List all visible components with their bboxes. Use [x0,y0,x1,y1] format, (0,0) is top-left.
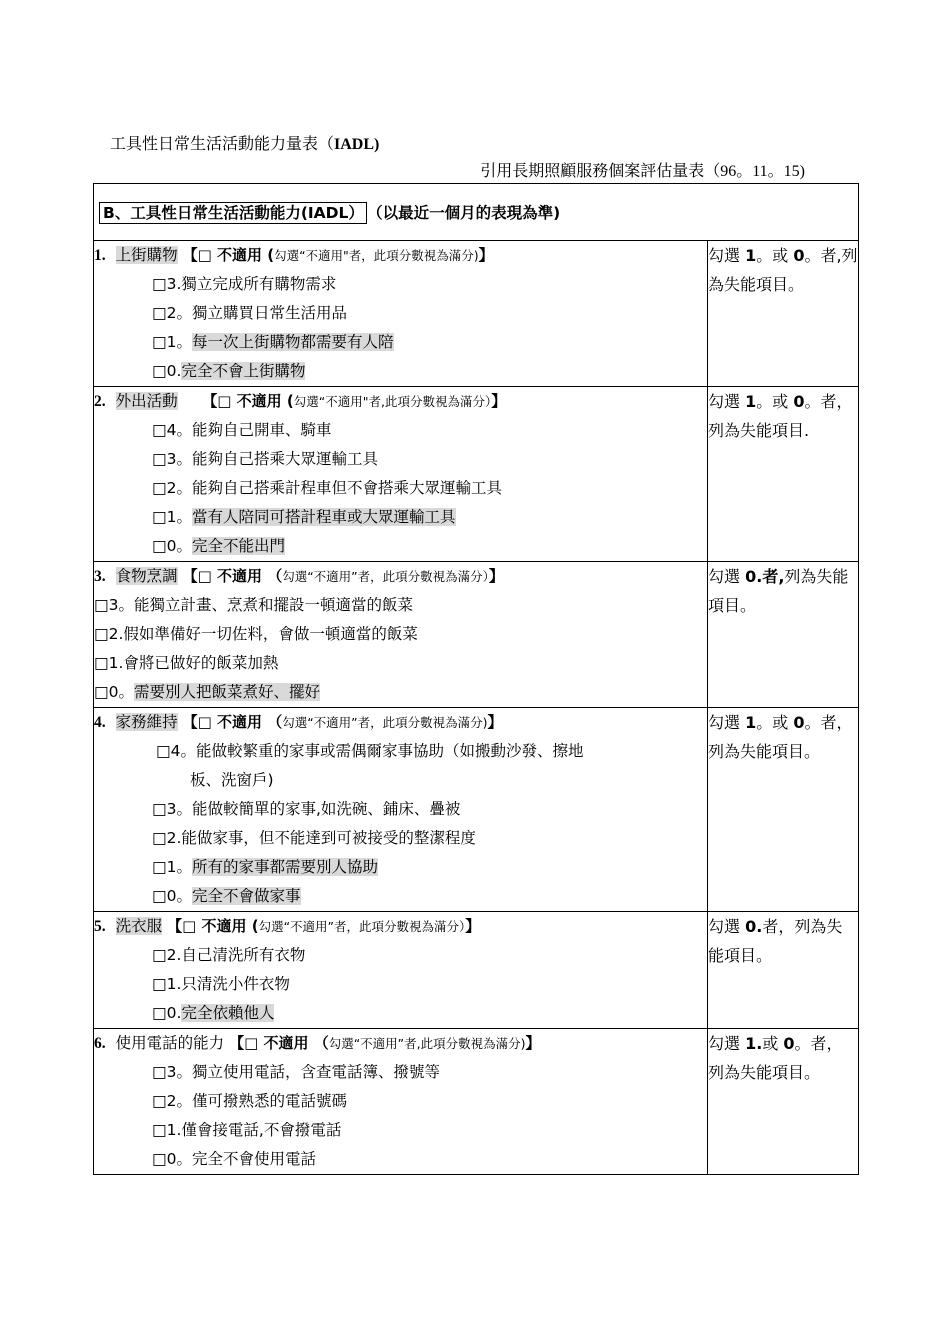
option-1[interactable]: □1。每一次上街購物都需要有人陪 [152,333,394,351]
item-row-outdoor [94,387,859,562]
disability-criteria: 勾選 0.者,列為失能項目。 [708,562,859,708]
option-1[interactable]: □1.會將已做好的飯菜加熱 [94,654,279,672]
disability-criteria: 勾選 1。或 0。者，列為失能項目。 [708,708,859,912]
option-3[interactable]: □3。獨立使用電話，含查電話簿、撥號等 [152,1063,441,1081]
item-number: 6. [94,1035,106,1052]
disability-criteria: 勾選 0.者，列為失能項目。 [708,912,859,1029]
item-name: 家務維持 [115,713,178,731]
iadl-table [93,183,859,1175]
option-2[interactable]: □2。獨立購買日常生活用品 [152,304,348,322]
option-2[interactable]: □2。能夠自己搭乘計程車但不會搭乘大眾運輸工具 [152,479,503,497]
option-3[interactable]: □3。能做較簡單的家事,如洗碗、鋪床、疊被 [152,800,461,818]
item-name: 洗衣服 [115,917,163,935]
disability-criteria: 勾選 1。或 0。者,列為失能項目。 [708,241,859,387]
option-4-continued: 板、洗窗戶) [190,771,274,789]
option-2[interactable]: □2.假如準備好一切佐料，會做一頓適當的飯菜 [94,625,418,643]
section-label: B、工具性日常生活活動能力(IADL） [99,202,367,224]
option-1[interactable]: □1.只清洗小件衣物 [152,975,290,993]
option-0[interactable]: □0.完全不會上街購物 [152,362,306,380]
item-row-telephone [94,1029,859,1175]
item-number: 2. [94,393,106,410]
not-applicable-checkbox[interactable]: 【□ 不適用 (勾選“不適用"者,此項分數視為滿分）】 [202,392,507,410]
section-note: （以最近一個月的表現為準) [374,204,561,222]
item-number: 4. [94,714,106,731]
item-name: 上街購物 [115,246,178,264]
item-number: 5. [94,918,106,935]
option-3[interactable]: □3。能夠自己搭乘大眾運輸工具 [152,450,379,468]
form-source [480,158,805,181]
item-row-housework [94,708,859,912]
option-1[interactable]: □1.僅會接電話,不會撥電話 [152,1121,342,1139]
disability-criteria: 勾選 1.或 0。者，列為失能項目。 [708,1029,859,1175]
option-3[interactable]: □3.獨立完成所有購物需求 [152,275,337,293]
source-text: 引用長期照顧服務個案評估量表（ [480,161,721,180]
option-0[interactable]: □0.完全依賴他人 [152,1004,275,1022]
option-0[interactable]: □0。完全不會做家事 [152,887,301,905]
not-applicable-checkbox[interactable]: 【□ 不適用 （勾選“不適用”者，此項分數視為滿分）】 [182,567,504,585]
option-0[interactable]: □0。完全不會使用電話 [152,1150,317,1168]
title-abbr: IADL) [334,136,380,153]
item-number: 3. [94,568,106,585]
option-4[interactable]: □4。能夠自己開車、騎車 [152,421,332,439]
source-date: 96。11。15) [720,163,805,180]
item-name: 食物烹調 [115,567,178,585]
option-3[interactable]: □3。能獨立計畫、烹煮和擺設一頓適當的飯菜 [94,596,414,614]
option-0[interactable]: □0。完全不能出門 [152,537,286,555]
not-applicable-checkbox[interactable]: 【□ 不適用 (勾選“不適用"者，此項分數視為滿分)】 [182,246,494,264]
title-prefix: 工具性日常生活活動能力量表（ [110,134,335,153]
not-applicable-checkbox[interactable]: 【□ 不適用 （勾選“不適用”者，此項分數視為滿分)】 [182,713,503,731]
option-2[interactable]: □2。僅可撥熟悉的電話號碼 [152,1092,348,1110]
item-row-shopping [94,241,859,387]
item-row-cooking [94,562,859,708]
disability-criteria: 勾選 1。或 0。者，列為失能項目. [708,387,859,562]
option-0[interactable]: □0。需要別人把飯菜煮好、擺好 [94,683,321,701]
item-number: 1. [94,247,106,264]
option-2[interactable]: □2.能做家事，但不能達到可被接受的整潔程度 [152,829,476,847]
section-header-row [94,184,859,241]
not-applicable-checkbox[interactable]: 【□ 不適用 （勾選“不適用”者,此項分數視為滿分)】 [229,1034,541,1052]
item-row-laundry [94,912,859,1029]
option-2[interactable]: □2.自己清洗所有衣物 [152,946,306,964]
not-applicable-checkbox[interactable]: 【□ 不適用 (勾選“不適用”者，此項分數視為滿分）】 [167,917,481,935]
option-1[interactable]: □1。當有人陪同可搭計程車或大眾運輸工具 [152,508,456,526]
form-title [110,131,379,154]
option-1[interactable]: □1。所有的家事都需要別人協助 [152,858,379,876]
option-4[interactable]: □4。能做較繁重的家事或需偶爾家事協助（如搬動沙發、擦地 [156,742,584,760]
item-name: 外出活動 [115,392,178,410]
item-name: 使用電話的能力 [115,1034,225,1052]
